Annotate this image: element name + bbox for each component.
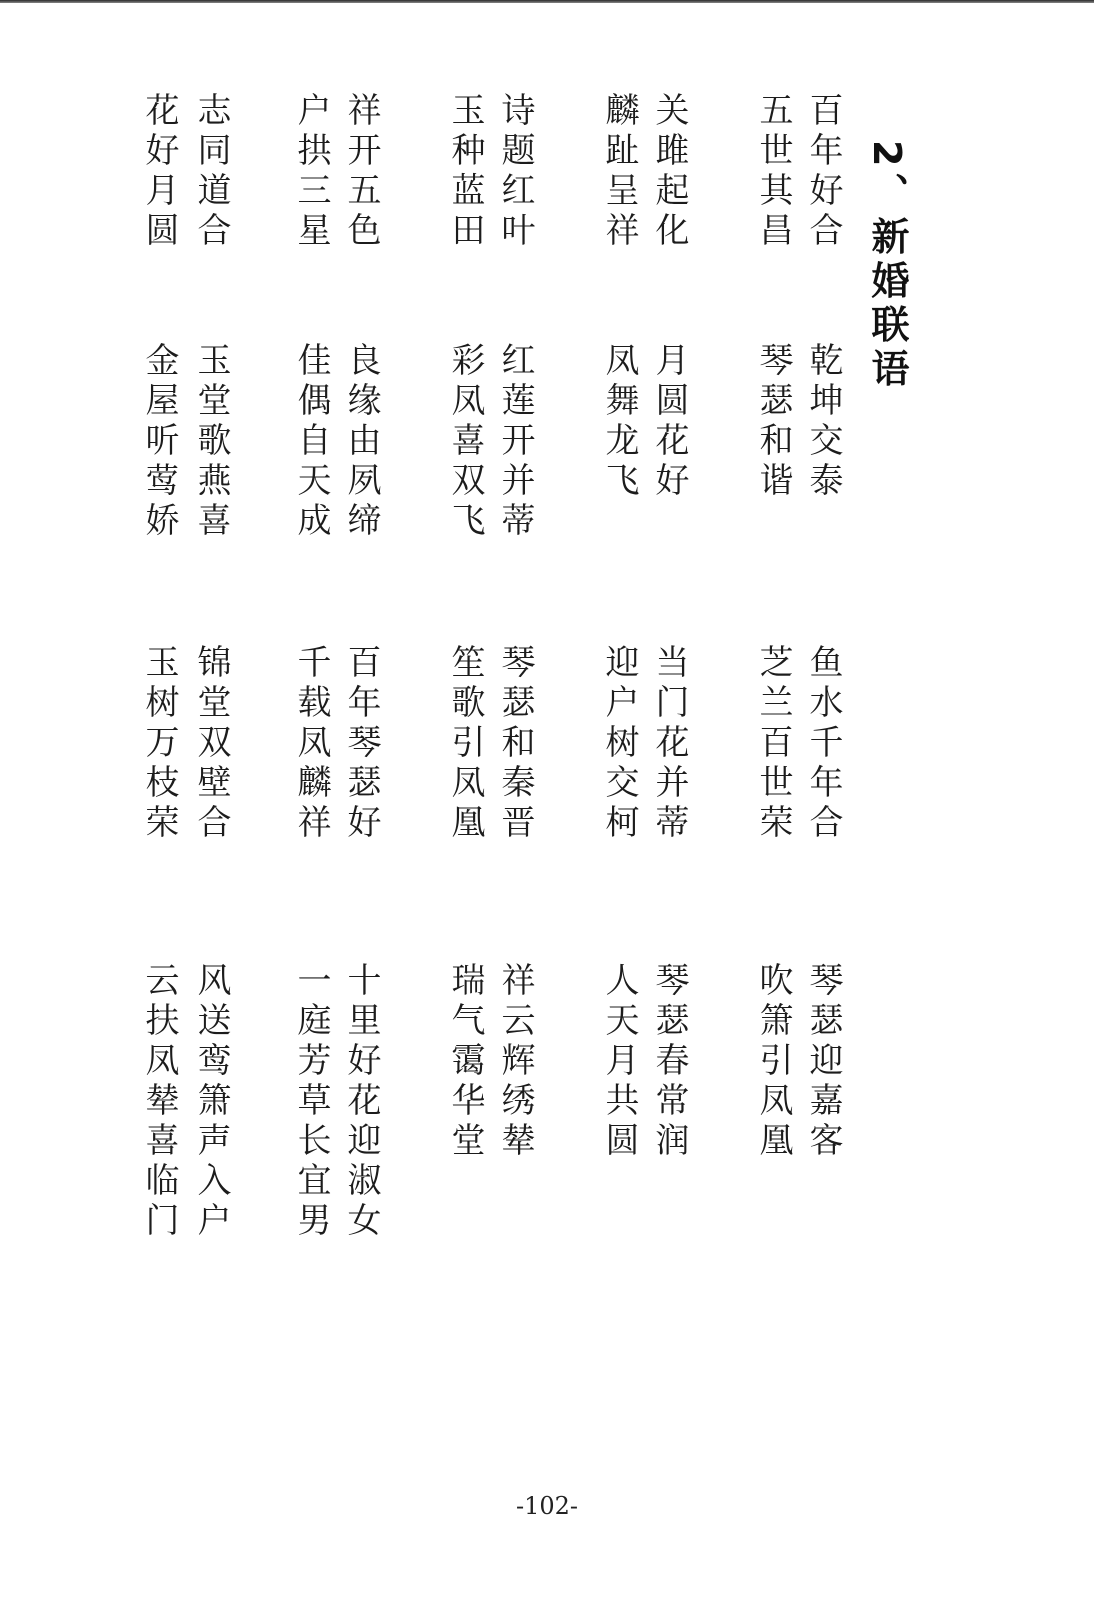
couplet-upper-line: 乾坤交泰 xyxy=(803,342,843,502)
top-edge-rule xyxy=(0,0,1094,3)
couplet-lower-line: 彩凤喜双飞 xyxy=(445,342,485,542)
couplet-lower-line: 玉种蓝田 xyxy=(445,92,485,252)
couplet-upper-line: 锦堂双壁合 xyxy=(191,644,231,844)
couplet-upper-line: 月圆花好 xyxy=(649,342,689,502)
couplet-lower-line: 千载凤麟祥 xyxy=(291,644,331,844)
couplet-upper-line: 祥云辉绣辇 xyxy=(495,962,535,1162)
couplet-lower-line: 琴瑟和谐 xyxy=(753,342,793,502)
couplet-upper-line: 关雎起化 xyxy=(649,92,689,252)
couplet-lower-line: 吹箫引凤凰 xyxy=(753,962,793,1162)
page-number: -102- xyxy=(515,1492,579,1520)
couplet-upper-line: 诗题红叶 xyxy=(495,92,535,252)
section-title: 2、新婚联语 xyxy=(865,140,909,393)
couplet-lower-line: 芝兰百世荣 xyxy=(753,644,793,844)
couplet-upper-line: 百年琴瑟好 xyxy=(341,644,381,844)
couplet-lower-line: 佳偶自天成 xyxy=(291,342,331,542)
couplet-upper-line: 良缘由夙缔 xyxy=(341,342,381,542)
couplet-lower-line: 玉树万枝荣 xyxy=(139,644,179,844)
couplet-lower-line: 花好月圆 xyxy=(139,92,179,252)
couplet-lower-line: 户拱三星 xyxy=(291,92,331,252)
couplet-lower-line: 笙歌引凤凰 xyxy=(445,644,485,844)
couplet-lower-line: 麟趾呈祥 xyxy=(599,92,639,252)
couplet-lower-line: 金屋听莺娇 xyxy=(139,342,179,542)
couplet-upper-line: 当门花并蒂 xyxy=(649,644,689,844)
couplet-upper-line: 十里好花迎淑女 xyxy=(341,962,381,1242)
couplet-upper-line: 玉堂歌燕喜 xyxy=(191,342,231,542)
couplet-upper-line: 琴瑟和秦晋 xyxy=(495,644,535,844)
couplet-upper-line: 百年好合 xyxy=(803,92,843,252)
couplet-upper-line: 风送鸾箫声入户 xyxy=(191,962,231,1242)
couplet-lower-line: 一庭芳草长宜男 xyxy=(291,962,331,1242)
couplet-upper-line: 琴瑟迎嘉客 xyxy=(803,962,843,1162)
couplet-lower-line: 凤舞龙飞 xyxy=(599,342,639,502)
couplet-lower-line: 迎户树交柯 xyxy=(599,644,639,844)
couplet-upper-line: 祥开五色 xyxy=(341,92,381,252)
couplet-lower-line: 人天月共圆 xyxy=(599,962,639,1162)
couplet-lower-line: 五世其昌 xyxy=(753,92,793,252)
couplet-upper-line: 志同道合 xyxy=(191,92,231,252)
couplet-upper-line: 鱼水千年合 xyxy=(803,644,843,844)
couplet-lower-line: 瑞气霭华堂 xyxy=(445,962,485,1162)
couplet-upper-line: 琴瑟春常润 xyxy=(649,962,689,1162)
couplet-lower-line: 云扶凤辇喜临门 xyxy=(139,962,179,1242)
couplet-upper-line: 红莲开并蒂 xyxy=(495,342,535,542)
